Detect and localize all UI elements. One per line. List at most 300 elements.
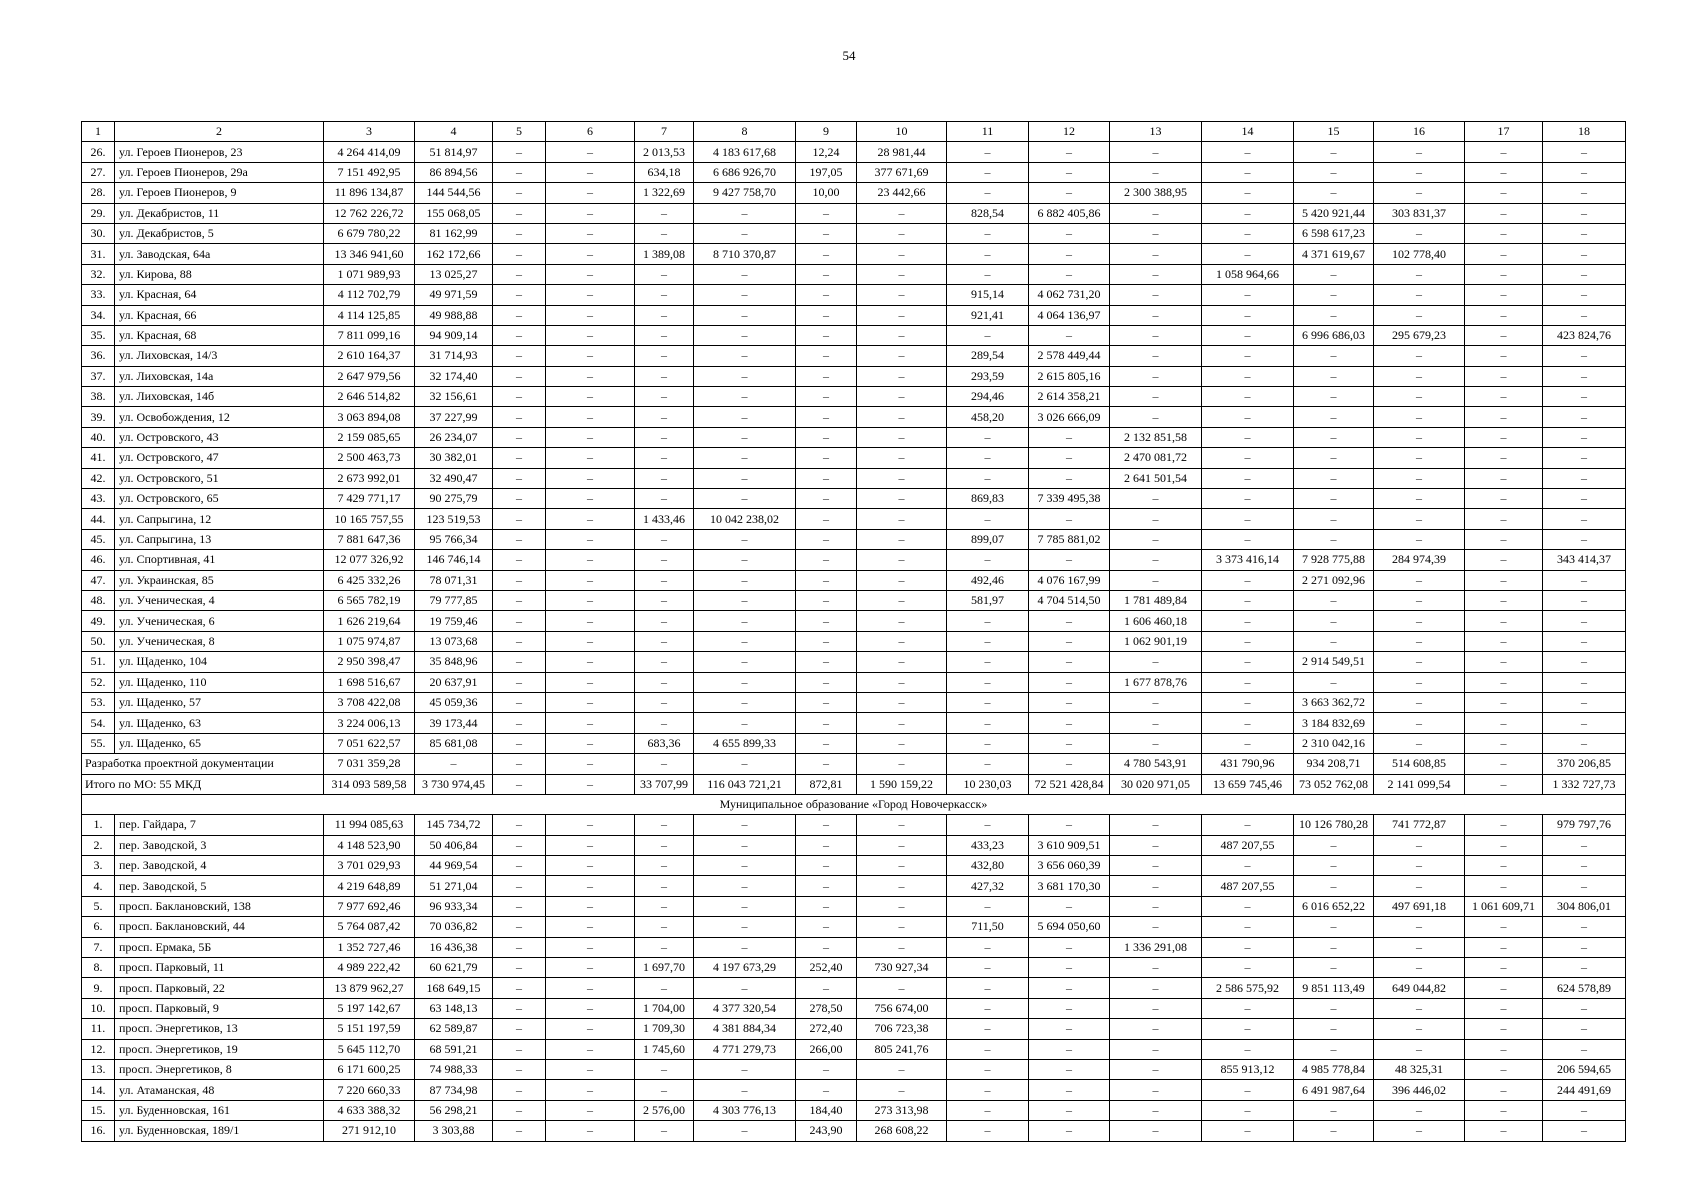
- table-row: [82, 937, 1626, 957]
- table-cell: 2 470 081,72: [1110, 448, 1202, 468]
- table-cell: 16.: [82, 1121, 115, 1141]
- table-cell: –: [1110, 305, 1202, 325]
- table-cell: –: [1294, 958, 1374, 978]
- table-cell: –: [546, 590, 635, 610]
- table-cell: –: [546, 529, 635, 549]
- table-cell: –: [1465, 305, 1543, 325]
- table-cell: –: [694, 489, 796, 509]
- table-cell: –: [694, 285, 796, 305]
- table-cell: –: [493, 652, 546, 672]
- table-cell: 3 701 029,93: [324, 856, 415, 876]
- section-title-row: [82, 794, 1626, 814]
- table-cell: –: [1202, 366, 1294, 386]
- table-cell: –: [1543, 1100, 1626, 1120]
- table-cell: 3 373 416,14: [1202, 550, 1294, 570]
- table-cell: –: [635, 489, 694, 509]
- table-cell: –: [1202, 937, 1294, 957]
- table-cell: –: [694, 529, 796, 549]
- table-cell: –: [1294, 285, 1374, 305]
- table-cell: –: [546, 285, 635, 305]
- table-cell: 1 626 219,64: [324, 611, 415, 631]
- table-cell: 7 811 099,16: [324, 325, 415, 345]
- address-cell: просп. Энергетиков, 8: [115, 1059, 324, 1079]
- table-cell: –: [796, 305, 857, 325]
- address-cell: просп. Баклановский, 44: [115, 917, 324, 937]
- table-cell: –: [493, 672, 546, 692]
- table-cell: –: [635, 550, 694, 570]
- table-cell: –: [635, 672, 694, 692]
- table-cell: 62 589,87: [415, 1019, 493, 1039]
- table-cell: –: [694, 448, 796, 468]
- table-cell: –: [1110, 1059, 1202, 1079]
- table-cell: –: [796, 917, 857, 937]
- table-cell: –: [947, 325, 1029, 345]
- table-cell: –: [796, 590, 857, 610]
- table-cell: –: [796, 203, 857, 223]
- table-cell: 6 882 405,86: [1029, 203, 1110, 223]
- table-cell: –: [694, 590, 796, 610]
- table-cell: –: [947, 713, 1029, 733]
- table-cell: –: [1465, 264, 1543, 284]
- table-cell: 431 790,96: [1202, 754, 1294, 774]
- table-cell: –: [635, 917, 694, 937]
- table-cell: –: [1374, 223, 1465, 243]
- table-cell: –: [1202, 896, 1294, 916]
- table-cell: –: [1029, 713, 1110, 733]
- table-cell: –: [857, 754, 947, 774]
- table-cell: –: [493, 1080, 546, 1100]
- table-cell: 271 912,10: [324, 1121, 415, 1141]
- table-cell: –: [857, 1080, 947, 1100]
- table-row: [82, 631, 1626, 651]
- table-cell: 51 271,04: [415, 876, 493, 896]
- table-cell: –: [1543, 448, 1626, 468]
- table-cell: 4 062 731,20: [1029, 285, 1110, 305]
- table-cell: –: [1374, 529, 1465, 549]
- table-cell: –: [546, 448, 635, 468]
- table-cell: 730 927,34: [857, 958, 947, 978]
- table-row: [82, 183, 1626, 203]
- budget-table: [81, 121, 1626, 1142]
- table-cell: –: [635, 285, 694, 305]
- table-cell: –: [546, 611, 635, 631]
- table-cell: 37.: [82, 366, 115, 386]
- table-cell: 48 325,31: [1374, 1059, 1465, 1079]
- table-cell: –: [1465, 937, 1543, 957]
- table-row: [82, 244, 1626, 264]
- table-cell: –: [1202, 285, 1294, 305]
- table-cell: –: [546, 713, 635, 733]
- address-cell: ул. Атаманская, 48: [115, 1080, 324, 1100]
- table-cell: –: [694, 631, 796, 651]
- table-cell: –: [1465, 1059, 1543, 1079]
- table-cell: –: [635, 325, 694, 345]
- table-cell: –: [1374, 407, 1465, 427]
- table-cell: 9 851 113,49: [1294, 978, 1374, 998]
- table-cell: –: [694, 427, 796, 447]
- table-cell: –: [546, 692, 635, 712]
- table-cell: –: [1465, 754, 1543, 774]
- table-cell: –: [796, 264, 857, 284]
- table-cell: –: [493, 142, 546, 162]
- table-cell: –: [546, 998, 635, 1018]
- table-cell: –: [1202, 733, 1294, 753]
- table-cell: 3 063 894,08: [324, 407, 415, 427]
- table-cell: 278,50: [796, 998, 857, 1018]
- table-cell: –: [493, 815, 546, 835]
- table-cell: –: [1294, 876, 1374, 896]
- table-cell: –: [1110, 835, 1202, 855]
- table-cell: 3 663 362,72: [1294, 692, 1374, 712]
- table-cell: 4 771 279,73: [694, 1039, 796, 1059]
- table-cell: 11 994 085,63: [324, 815, 415, 835]
- table-cell: –: [796, 713, 857, 733]
- table-cell: –: [1543, 570, 1626, 590]
- table-cell: 514 608,85: [1374, 754, 1465, 774]
- table-cell: –: [1029, 631, 1110, 651]
- table-row: [82, 958, 1626, 978]
- table-cell: –: [1374, 183, 1465, 203]
- table-cell: 1 781 489,84: [1110, 590, 1202, 610]
- column-number-cell: 7: [635, 122, 694, 142]
- table-cell: –: [635, 692, 694, 712]
- table-cell: 1 071 989,93: [324, 264, 415, 284]
- table-cell: 979 797,76: [1543, 815, 1626, 835]
- table-cell: –: [493, 978, 546, 998]
- table-cell: 63 148,13: [415, 998, 493, 1018]
- address-cell: ул. Декабристов, 11: [115, 203, 324, 223]
- table-cell: –: [1110, 550, 1202, 570]
- table-cell: 123 519,53: [415, 509, 493, 529]
- table-cell: 19 759,46: [415, 611, 493, 631]
- table-cell: –: [947, 1121, 1029, 1141]
- table-cell: –: [1029, 142, 1110, 162]
- table-cell: –: [1202, 570, 1294, 590]
- table-cell: –: [1543, 958, 1626, 978]
- table-cell: –: [1202, 427, 1294, 447]
- table-cell: –: [1110, 570, 1202, 590]
- table-cell: –: [635, 264, 694, 284]
- table-row: [82, 142, 1626, 162]
- table-cell: 2 586 575,92: [1202, 978, 1294, 998]
- table-cell: –: [635, 896, 694, 916]
- table-cell: 53.: [82, 692, 115, 712]
- table-cell: 377 671,69: [857, 162, 947, 182]
- table-cell: –: [493, 244, 546, 264]
- table-cell: –: [1465, 366, 1543, 386]
- table-cell: –: [796, 937, 857, 957]
- table-cell: –: [1029, 692, 1110, 712]
- table-cell: –: [1294, 509, 1374, 529]
- table-cell: 41.: [82, 448, 115, 468]
- table-cell: –: [694, 896, 796, 916]
- table-cell: –: [1543, 427, 1626, 447]
- table-cell: –: [857, 937, 947, 957]
- table-cell: –: [635, 427, 694, 447]
- table-cell: 102 778,40: [1374, 244, 1465, 264]
- table-cell: –: [694, 325, 796, 345]
- table-cell: –: [1543, 162, 1626, 182]
- table-cell: 370 206,85: [1543, 754, 1626, 774]
- table-cell: –: [546, 1121, 635, 1141]
- table-cell: –: [796, 835, 857, 855]
- table-cell: –: [1465, 1080, 1543, 1100]
- table-cell: –: [1465, 489, 1543, 509]
- table-cell: –: [1110, 1100, 1202, 1120]
- table-cell: –: [1465, 713, 1543, 733]
- table-cell: –: [694, 264, 796, 284]
- table-cell: –: [635, 590, 694, 610]
- table-cell: –: [493, 754, 546, 774]
- table-cell: –: [857, 835, 947, 855]
- table-cell: 87 734,98: [415, 1080, 493, 1100]
- table-cell: –: [546, 427, 635, 447]
- table-cell: 2 576,00: [635, 1100, 694, 1120]
- table-cell: –: [1202, 448, 1294, 468]
- table-cell: –: [1110, 264, 1202, 284]
- table-cell: –: [947, 1019, 1029, 1039]
- table-cell: 1 322,69: [635, 183, 694, 203]
- table-cell: –: [1029, 998, 1110, 1018]
- table-cell: –: [1465, 387, 1543, 407]
- table-cell: 47.: [82, 570, 115, 590]
- table-cell: 4 303 776,13: [694, 1100, 796, 1120]
- table-cell: 3.: [82, 856, 115, 876]
- table-cell: 433,23: [947, 835, 1029, 855]
- table-cell: 303 831,37: [1374, 203, 1465, 223]
- table-cell: –: [857, 570, 947, 590]
- table-cell: 2 641 501,54: [1110, 468, 1202, 488]
- table-cell: –: [1465, 203, 1543, 223]
- table-cell: 40.: [82, 427, 115, 447]
- table-cell: –: [1374, 489, 1465, 509]
- table-cell: –: [1374, 448, 1465, 468]
- table-cell: –: [694, 815, 796, 835]
- table-cell: –: [493, 917, 546, 937]
- table-cell: –: [1294, 1100, 1374, 1120]
- table-cell: 23 442,66: [857, 183, 947, 203]
- table-cell: –: [493, 305, 546, 325]
- table-cell: –: [1029, 509, 1110, 529]
- table-cell: –: [857, 509, 947, 529]
- table-cell: 162 172,66: [415, 244, 493, 264]
- address-cell: ул. Щаденко, 110: [115, 672, 324, 692]
- table-cell: –: [947, 1080, 1029, 1100]
- table-cell: –: [1110, 244, 1202, 264]
- table-cell: –: [635, 815, 694, 835]
- table-cell: 683,36: [635, 733, 694, 753]
- address-cell: ул. Щаденко, 104: [115, 652, 324, 672]
- table-cell: 6 491 987,64: [1294, 1080, 1374, 1100]
- table-cell: –: [694, 1059, 796, 1079]
- address-cell: ул. Островского, 47: [115, 448, 324, 468]
- table-cell: 487 207,55: [1202, 835, 1294, 855]
- table-cell: –: [1543, 183, 1626, 203]
- table-cell: 8 710 370,87: [694, 244, 796, 264]
- table-cell: 4 780 543,91: [1110, 754, 1202, 774]
- table-cell: –: [493, 162, 546, 182]
- table-cell: –: [796, 387, 857, 407]
- table-cell: 46.: [82, 550, 115, 570]
- table-cell: –: [796, 672, 857, 692]
- table-cell: –: [1029, 754, 1110, 774]
- table-cell: –: [857, 203, 947, 223]
- column-number-cell: 13: [1110, 122, 1202, 142]
- address-cell: ул. Лиховская, 14б: [115, 387, 324, 407]
- table-cell: –: [1465, 509, 1543, 529]
- table-cell: –: [1465, 550, 1543, 570]
- table-cell: –: [493, 550, 546, 570]
- table-cell: –: [1543, 876, 1626, 896]
- table-cell: –: [1294, 998, 1374, 1018]
- table-cell: –: [1110, 876, 1202, 896]
- table-cell: –: [1202, 958, 1294, 978]
- table-cell: 95 766,34: [415, 529, 493, 549]
- table-cell: –: [493, 692, 546, 712]
- table-cell: 1 061 609,71: [1465, 896, 1543, 916]
- table-cell: –: [1029, 1100, 1110, 1120]
- row-label: Разработка проектной документации: [82, 754, 324, 774]
- address-cell: просп. Парковый, 22: [115, 978, 324, 998]
- table-cell: –: [1202, 1019, 1294, 1039]
- table-cell: 7 031 359,28: [324, 754, 415, 774]
- table-row: [82, 570, 1626, 590]
- table-cell: –: [947, 815, 1029, 835]
- table-cell: –: [1202, 325, 1294, 345]
- table-cell: –: [493, 1059, 546, 1079]
- table-cell: –: [1202, 468, 1294, 488]
- table-cell: –: [947, 733, 1029, 753]
- table-cell: –: [493, 835, 546, 855]
- table-cell: –: [1465, 672, 1543, 692]
- table-cell: 72 521 428,84: [1029, 774, 1110, 794]
- table-cell: –: [635, 876, 694, 896]
- table-row: [82, 448, 1626, 468]
- table-cell: –: [635, 529, 694, 549]
- table-cell: –: [694, 468, 796, 488]
- table-cell: –: [694, 223, 796, 243]
- table-cell: –: [1374, 917, 1465, 937]
- table-cell: –: [1110, 896, 1202, 916]
- address-cell: ул. Щаденко, 57: [115, 692, 324, 712]
- table-cell: –: [546, 1059, 635, 1079]
- table-cell: –: [1110, 733, 1202, 753]
- table-cell: –: [635, 1080, 694, 1100]
- table-cell: 5 694 050,60: [1029, 917, 1110, 937]
- table-cell: –: [1029, 1059, 1110, 1079]
- table-cell: –: [947, 509, 1029, 529]
- section-title: Муниципальное образование «Город Новочеркасск»: [82, 794, 1626, 814]
- table-cell: –: [1374, 427, 1465, 447]
- address-cell: ул. Сапрыгина, 13: [115, 529, 324, 549]
- table-cell: –: [1110, 856, 1202, 876]
- table-cell: –: [1543, 305, 1626, 325]
- table-cell: –: [1543, 856, 1626, 876]
- table-cell: –: [1374, 937, 1465, 957]
- table-cell: 2 310 042,16: [1294, 733, 1374, 753]
- table-cell: –: [1110, 713, 1202, 733]
- table-cell: 1 058 964,66: [1202, 264, 1294, 284]
- table-cell: –: [635, 611, 694, 631]
- table-cell: –: [1202, 692, 1294, 712]
- table-cell: 5 764 087,42: [324, 917, 415, 937]
- table-cell: –: [857, 489, 947, 509]
- table-cell: 2 914 549,51: [1294, 652, 1374, 672]
- address-cell: просп. Парковый, 9: [115, 998, 324, 1018]
- table-cell: 55.: [82, 733, 115, 753]
- table-cell: 13 025,27: [415, 264, 493, 284]
- table-cell: –: [1294, 590, 1374, 610]
- table-cell: –: [857, 652, 947, 672]
- table-cell: –: [1294, 407, 1374, 427]
- address-cell: ул. Красная, 66: [115, 305, 324, 325]
- table-cell: –: [1374, 1121, 1465, 1141]
- table-cell: 706 723,38: [857, 1019, 947, 1039]
- table-cell: 921,41: [947, 305, 1029, 325]
- table-cell: –: [546, 407, 635, 427]
- table-cell: 12,24: [796, 142, 857, 162]
- table-cell: 39 173,44: [415, 713, 493, 733]
- table-cell: –: [415, 754, 493, 774]
- table-cell: 5 420 921,44: [1294, 203, 1374, 223]
- table-cell: –: [694, 1080, 796, 1100]
- table-cell: 934 208,71: [1294, 754, 1374, 774]
- table-cell: –: [1202, 1039, 1294, 1059]
- table-cell: –: [796, 346, 857, 366]
- table-cell: –: [947, 183, 1029, 203]
- address-cell: просп. Энергетиков, 13: [115, 1019, 324, 1039]
- table-cell: –: [1543, 1039, 1626, 1059]
- table-cell: –: [1543, 468, 1626, 488]
- address-cell: просп. Ермака, 5Б: [115, 937, 324, 957]
- table-cell: 5 151 197,59: [324, 1019, 415, 1039]
- table-cell: –: [1543, 672, 1626, 692]
- table-cell: 5 197 142,67: [324, 998, 415, 1018]
- table-cell: 32 156,61: [415, 387, 493, 407]
- table-cell: 4 064 136,97: [1029, 305, 1110, 325]
- table-cell: 2 013,53: [635, 142, 694, 162]
- table-cell: 7 429 771,17: [324, 489, 415, 509]
- table-cell: 145 734,72: [415, 815, 493, 835]
- address-cell: ул. Щаденко, 63: [115, 713, 324, 733]
- table-cell: –: [546, 978, 635, 998]
- table-row: [82, 611, 1626, 631]
- column-number-cell: 16: [1374, 122, 1465, 142]
- table-cell: –: [493, 611, 546, 631]
- table-cell: 1 590 159,22: [857, 774, 947, 794]
- table-cell: 50.: [82, 631, 115, 651]
- header-row: [82, 122, 1626, 142]
- table-cell: –: [796, 978, 857, 998]
- table-cell: –: [1374, 346, 1465, 366]
- table-cell: –: [1029, 162, 1110, 182]
- table-cell: 45 059,36: [415, 692, 493, 712]
- table-cell: –: [546, 550, 635, 570]
- table-cell: –: [635, 713, 694, 733]
- table-cell: 828,54: [947, 203, 1029, 223]
- table-cell: –: [1294, 1019, 1374, 1039]
- table-cell: –: [694, 856, 796, 876]
- address-cell: ул. Декабристов, 5: [115, 223, 324, 243]
- table-cell: 6 425 332,26: [324, 570, 415, 590]
- table-row: [82, 223, 1626, 243]
- table-cell: –: [796, 856, 857, 876]
- table-cell: –: [1202, 346, 1294, 366]
- table-cell: 68 591,21: [415, 1039, 493, 1059]
- table-cell: 4 985 778,84: [1294, 1059, 1374, 1079]
- table-cell: 32 490,47: [415, 468, 493, 488]
- table-cell: –: [1110, 1121, 1202, 1141]
